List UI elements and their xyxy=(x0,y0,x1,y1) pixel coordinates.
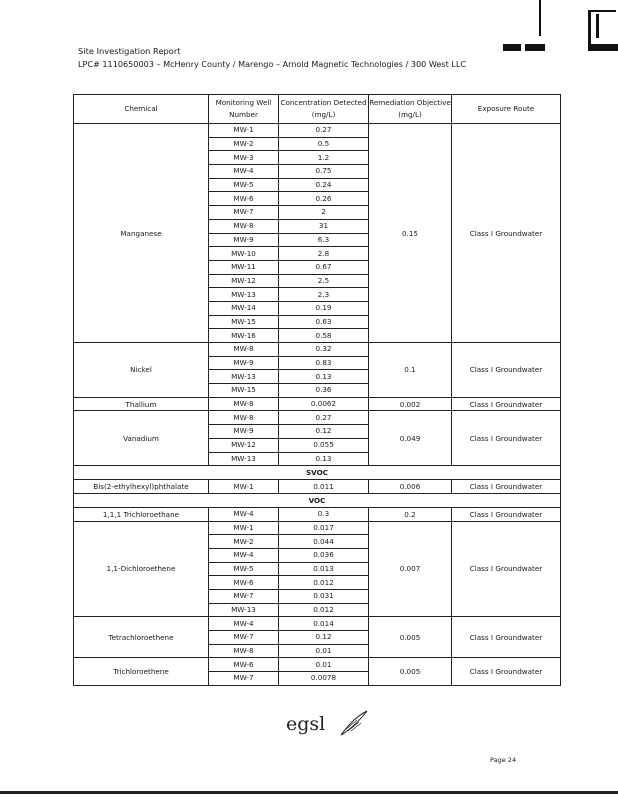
well-number: MW-11 xyxy=(209,260,279,274)
well-number: MW-13 xyxy=(209,603,279,617)
concentration-value: 2.3 xyxy=(279,288,369,302)
well-number: MW-8 xyxy=(209,411,279,425)
concentration-value: 0.011 xyxy=(279,480,369,494)
table-row xyxy=(74,343,561,357)
exposure-route: Class I Groundwater xyxy=(452,343,561,398)
remediation-objective: 0.15 xyxy=(369,124,452,343)
column-header-concentration: Concentration Detected (mg/L) xyxy=(279,95,369,124)
report-site-id: LPC# 1110650003 – McHenry County / Marengo – Arnold Magnetic Technologies / 300 West LLC xyxy=(78,59,467,69)
concentration-value: 0.19 xyxy=(279,301,369,315)
table-row xyxy=(74,397,561,411)
concentration-value: 0.031 xyxy=(279,590,369,604)
well-number: MW-1 xyxy=(209,124,279,138)
table-row xyxy=(74,507,561,521)
well-number: MW-12 xyxy=(209,274,279,288)
concentration-value: 2.8 xyxy=(279,247,369,261)
table-row xyxy=(74,124,561,138)
company-logo xyxy=(286,713,325,735)
scan-registration-mark xyxy=(501,0,547,52)
chemical-name: Manganese xyxy=(74,124,209,343)
well-number: MW-9 xyxy=(209,356,279,370)
section-row xyxy=(74,493,561,507)
concentration-value: 0.012 xyxy=(279,603,369,617)
logo-text: egsl xyxy=(286,713,326,735)
exposure-route: Class I Groundwater xyxy=(452,397,561,411)
remediation-objective: 0.005 xyxy=(369,617,452,658)
concentration-value: 0.24 xyxy=(279,178,369,192)
section-row xyxy=(74,466,561,480)
well-number: MW-2 xyxy=(209,535,279,549)
exposure-route: Class I Groundwater xyxy=(452,507,561,521)
column-header-chemical: Chemical xyxy=(74,95,209,124)
exposure-route: Class I Groundwater xyxy=(452,658,561,685)
well-number: MW-7 xyxy=(209,206,279,220)
table-row xyxy=(74,658,561,672)
well-number: MW-16 xyxy=(209,329,279,343)
scan-registration-mark xyxy=(584,0,618,52)
chemical-name: Thallium xyxy=(74,397,209,411)
well-number: MW-5 xyxy=(209,178,279,192)
report-header xyxy=(78,45,466,71)
well-number: MW-1 xyxy=(209,521,279,535)
well-number: MW-10 xyxy=(209,247,279,261)
column-header-objective: Remediation Objective (mg/L) xyxy=(369,95,452,124)
report-title: Site Investigation Report xyxy=(78,46,181,56)
bottom-divider xyxy=(0,791,618,794)
remediation-objective: 0.1 xyxy=(369,343,452,398)
concentration-value: 1.2 xyxy=(279,151,369,165)
table-row xyxy=(74,411,561,425)
well-number: MW-6 xyxy=(209,576,279,590)
table-row xyxy=(74,480,561,494)
concentration-value: 0.27 xyxy=(279,411,369,425)
chemical-name: 1,1-Dichloroethene xyxy=(74,521,209,617)
concentration-value: 0.5 xyxy=(279,137,369,151)
well-number: MW-13 xyxy=(209,370,279,384)
concentration-value: 0.67 xyxy=(279,260,369,274)
well-number: MW-15 xyxy=(209,315,279,329)
well-number: MW-6 xyxy=(209,192,279,206)
concentration-value: 0.044 xyxy=(279,535,369,549)
concentration-value: 6.3 xyxy=(279,233,369,247)
remediation-objective: 0.002 xyxy=(369,397,452,411)
exposure-route: Class I Groundwater xyxy=(452,480,561,494)
chemical-name: Vanadium xyxy=(74,411,209,466)
concentration-value: 0.012 xyxy=(279,576,369,590)
well-number: MW-7 xyxy=(209,631,279,645)
concentration-value: 0.26 xyxy=(279,192,369,206)
well-number: MW-8 xyxy=(209,219,279,233)
chemical-name: Tetrachloroethene xyxy=(74,617,209,658)
concentration-value: 0.36 xyxy=(279,384,369,398)
well-number: MW-13 xyxy=(209,452,279,466)
concentration-value: 0.01 xyxy=(279,644,369,658)
well-number: MW-5 xyxy=(209,562,279,576)
well-number: MW-7 xyxy=(209,672,279,686)
chemical-name: Bis(2-ethylhexyl)phthalate xyxy=(74,480,209,494)
section-label: SVOC xyxy=(74,466,561,480)
chemical-name: Trichloroethene xyxy=(74,658,209,685)
exposure-route: Class I Groundwater xyxy=(452,617,561,658)
well-number: MW-4 xyxy=(209,507,279,521)
remediation-objective: 0.2 xyxy=(369,507,452,521)
page-number: Page 24 xyxy=(490,756,517,764)
remediation-objective: 0.006 xyxy=(369,480,452,494)
concentration-value: 0.13 xyxy=(279,452,369,466)
concentration-value: 0.12 xyxy=(279,631,369,645)
well-number: MW-13 xyxy=(209,288,279,302)
well-number: MW-8 xyxy=(209,397,279,411)
exposure-route: Class I Groundwater xyxy=(452,521,561,617)
concentration-value: 0.0062 xyxy=(279,397,369,411)
well-number: MW-12 xyxy=(209,438,279,452)
well-number: MW-14 xyxy=(209,301,279,315)
section-label: VOC xyxy=(74,493,561,507)
concentration-value: 0.12 xyxy=(279,425,369,439)
table-header-row xyxy=(74,95,561,124)
table-row xyxy=(74,521,561,535)
chemical-name: Nickel xyxy=(74,343,209,398)
concentration-value: 0.0078 xyxy=(279,672,369,686)
well-number: MW-7 xyxy=(209,590,279,604)
well-number: MW-2 xyxy=(209,137,279,151)
concentration-value: 0.13 xyxy=(279,370,369,384)
column-header-exposure-route: Exposure Route xyxy=(452,95,561,124)
remediation-objective: 0.005 xyxy=(369,658,452,685)
table-row xyxy=(74,617,561,631)
well-number: MW-8 xyxy=(209,644,279,658)
well-number: MW-15 xyxy=(209,384,279,398)
concentration-value: 0.63 xyxy=(279,315,369,329)
chemical-name: 1,1,1 Trichloroethane xyxy=(74,507,209,521)
concentration-value: 2 xyxy=(279,206,369,220)
concentration-value: 0.83 xyxy=(279,356,369,370)
table-body xyxy=(74,124,561,686)
concentration-value: 0.014 xyxy=(279,617,369,631)
concentration-value: 31 xyxy=(279,219,369,233)
concentration-value: 0.3 xyxy=(279,507,369,521)
concentration-value: 0.036 xyxy=(279,548,369,562)
column-header-well: Monitoring Well Number xyxy=(209,95,279,124)
concentration-value: 0.01 xyxy=(279,658,369,672)
exposure-route: Class I Groundwater xyxy=(452,411,561,466)
well-number: MW-4 xyxy=(209,165,279,179)
remediation-objective: 0.007 xyxy=(369,521,452,617)
concentration-value: 2.5 xyxy=(279,274,369,288)
well-number: MW-1 xyxy=(209,480,279,494)
well-number: MW-9 xyxy=(209,425,279,439)
well-number: MW-4 xyxy=(209,548,279,562)
remediation-objective: 0.049 xyxy=(369,411,452,466)
concentration-value: 0.58 xyxy=(279,329,369,343)
concentration-value: 0.27 xyxy=(279,124,369,138)
well-number: MW-8 xyxy=(209,343,279,357)
well-number: MW-6 xyxy=(209,658,279,672)
concentration-value: 0.32 xyxy=(279,343,369,357)
concentration-value: 0.013 xyxy=(279,562,369,576)
well-number: MW-3 xyxy=(209,151,279,165)
concentration-value: 0.017 xyxy=(279,521,369,535)
exposure-route: Class I Groundwater xyxy=(452,124,561,343)
concentration-value: 0.75 xyxy=(279,165,369,179)
exceedance-table xyxy=(73,94,561,686)
quill-icon xyxy=(339,709,369,737)
concentration-value: 0.055 xyxy=(279,438,369,452)
well-number: MW-9 xyxy=(209,233,279,247)
well-number: MW-4 xyxy=(209,617,279,631)
